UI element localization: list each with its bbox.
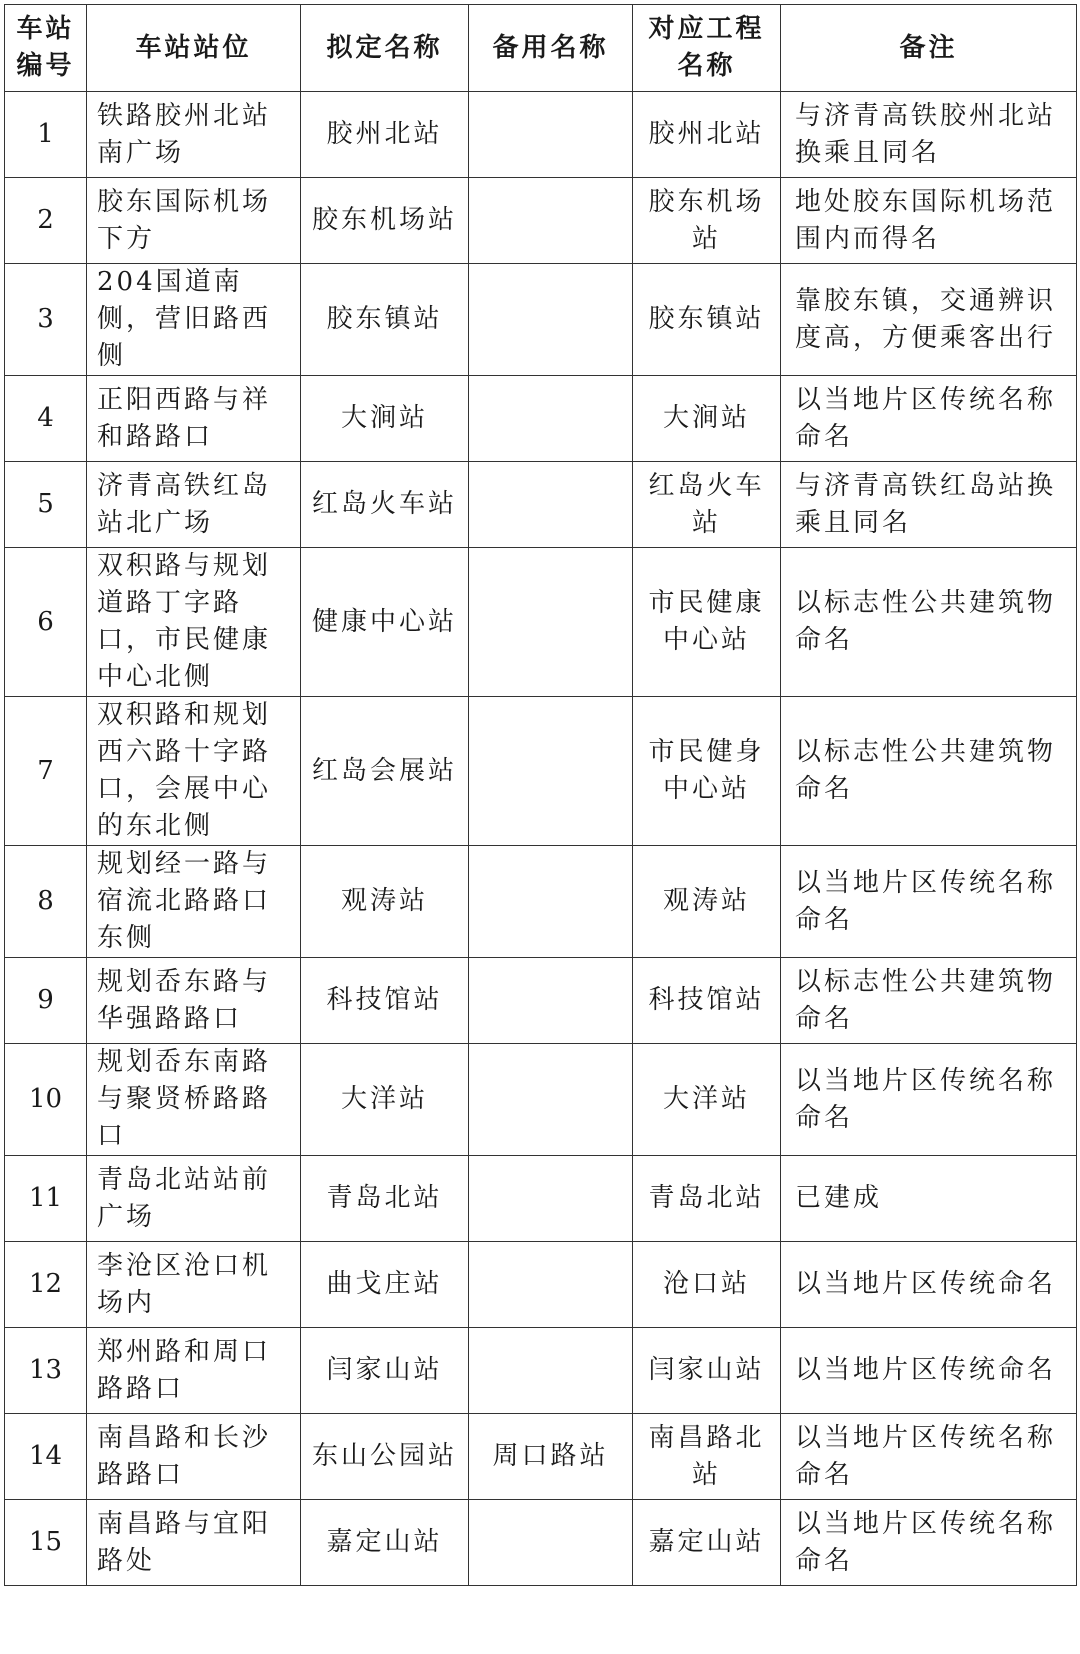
station-location-cell-text: 胶东国际机场下方	[97, 186, 272, 254]
station-no-cell-text: 5	[37, 489, 54, 519]
alternate-name-cell	[469, 1414, 633, 1500]
proposed-name-cell-text: 闫家山站	[326, 1355, 443, 1385]
station-no-cell	[5, 1156, 87, 1242]
remarks-cell	[781, 1044, 1077, 1156]
remarks-cell	[781, 92, 1077, 178]
proposed-name-cell-text: 健康中心站	[311, 606, 457, 637]
proposed-name-cell	[301, 264, 469, 376]
station-location-cell-text: 济青高铁红岛站北广场	[97, 470, 272, 538]
engineering-name-cell-text: 大洋站	[662, 1084, 750, 1114]
alternate-name-cell	[469, 958, 633, 1044]
station-location-cell	[87, 1328, 301, 1414]
station-location-cell-text: 规划岙东南路与聚贤桥路路口	[97, 1047, 272, 1151]
proposed-name-cell	[301, 548, 469, 697]
engineering-name-cell-text: 市民健康中心站	[648, 588, 765, 655]
table-row	[5, 462, 1077, 548]
engineering-name-cell	[633, 846, 781, 958]
header-station-location: 车站站位	[87, 5, 301, 92]
engineering-name-cell	[633, 958, 781, 1044]
alternate-name-cell	[469, 1328, 633, 1414]
remarks-cell-text: 以标志性公共建筑物命名	[795, 737, 1057, 804]
proposed-name-cell-text: 大洋站	[340, 1084, 428, 1114]
station-no-cell-text: 13	[28, 1355, 63, 1385]
remarks-cell	[781, 376, 1077, 462]
proposed-name-cell-text: 曲戈庄站	[326, 1269, 443, 1299]
proposed-name-cell-text: 红岛会展站	[311, 755, 457, 786]
station-location-cell-text: 双积路和规划西六路十字路口，会展中心的东北侧	[97, 700, 272, 841]
proposed-name-cell	[301, 178, 469, 264]
remarks-cell-text: 以标志性公共建筑物命名	[795, 588, 1057, 655]
remarks-cell-text: 以当地片区传统名称命名	[795, 384, 1057, 452]
remarks-cell	[781, 264, 1077, 376]
engineering-name-cell-text: 青岛北站	[648, 1183, 765, 1213]
header-station-no: 车站编号	[5, 5, 87, 92]
station-no-cell-text: 8	[37, 886, 54, 916]
proposed-name-cell	[301, 376, 469, 462]
engineering-name-cell-text: 胶东机场站	[648, 186, 765, 254]
station-location-cell-text: 规划经一路与宿流北路路口东侧	[97, 849, 272, 953]
alternate-name-cell	[469, 1500, 633, 1586]
station-location-cell	[87, 548, 301, 697]
remarks-cell	[781, 548, 1077, 697]
station-no-cell	[5, 1044, 87, 1156]
alternate-name-cell	[469, 264, 633, 376]
header-engineering-name: 对应工程名称	[633, 5, 781, 92]
station-location-cell-text: 双积路与规划道路丁字路口，市民健康中心北侧	[97, 551, 272, 692]
alternate-name-cell	[469, 548, 633, 697]
alternate-name-cell-text: 周口路站	[492, 1441, 609, 1471]
remarks-cell-text: 以标志性公共建筑物命名	[795, 966, 1057, 1034]
table-row	[5, 1328, 1077, 1414]
remarks-cell	[781, 958, 1077, 1044]
proposed-name-cell	[301, 462, 469, 548]
proposed-name-cell-text: 青岛北站	[326, 1183, 443, 1213]
remarks-cell-text: 与济青高铁红岛站换乘且同名	[795, 470, 1057, 538]
engineering-name-cell	[633, 264, 781, 376]
station-no-cell	[5, 264, 87, 376]
station-no-cell-text: 7	[37, 755, 54, 786]
remarks-cell	[781, 462, 1077, 548]
station-location-cell	[87, 1156, 301, 1242]
proposed-name-cell-text: 红岛火车站	[311, 489, 457, 519]
station-location-cell	[87, 1414, 301, 1500]
proposed-name-cell	[301, 1156, 469, 1242]
engineering-name-cell-text: 南昌路北站	[648, 1422, 765, 1490]
station-no-cell-text: 2	[37, 205, 54, 235]
remarks-cell-text: 以当地片区传统命名	[795, 1355, 1057, 1385]
station-location-cell-text: 铁路胶州北站南广场	[97, 100, 272, 168]
proposed-name-cell-text: 科技馆站	[326, 985, 443, 1015]
engineering-name-cell-text: 嘉定山站	[648, 1527, 765, 1557]
engineering-name-cell-text: 观涛站	[662, 886, 750, 916]
station-no-cell	[5, 1414, 87, 1500]
proposed-name-cell-text: 观涛站	[340, 886, 428, 916]
station-no-cell	[5, 1500, 87, 1586]
station-location-cell-text: 青岛北站站前广场	[97, 1164, 272, 1232]
proposed-name-cell	[301, 1500, 469, 1586]
remarks-cell-text: 以当地片区传统名称命名	[795, 867, 1057, 935]
table-row	[5, 264, 1077, 376]
station-location-cell	[87, 1044, 301, 1156]
station-no-cell-text: 11	[28, 1183, 63, 1213]
station-location-cell-text: 204国道南侧，营旧路西侧	[97, 267, 272, 371]
proposed-name-cell-text: 胶东镇站	[326, 304, 443, 334]
station-location-cell	[87, 376, 301, 462]
engineering-name-cell	[633, 1500, 781, 1586]
proposed-name-cell	[301, 92, 469, 178]
engineering-name-cell-text: 胶东镇站	[648, 304, 765, 334]
header-remarks: 备注	[781, 5, 1077, 92]
station-no-cell	[5, 697, 87, 846]
table-row	[5, 1500, 1077, 1586]
station-location-cell-text: 规划岙东路与华强路路口	[97, 966, 272, 1034]
engineering-name-cell	[633, 376, 781, 462]
table-row	[5, 178, 1077, 264]
table-body	[5, 92, 1077, 1586]
header-alternate-name: 备用名称	[469, 5, 633, 92]
station-no-cell-text: 14	[28, 1441, 63, 1471]
alternate-name-cell	[469, 697, 633, 846]
proposed-name-cell-text: 大涧站	[340, 403, 428, 433]
remarks-cell-text: 与济青高铁胶州北站换乘且同名	[795, 100, 1057, 168]
engineering-name-cell-text: 科技馆站	[648, 985, 765, 1015]
station-location-cell-text: 郑州路和周口路路口	[97, 1336, 272, 1404]
station-no-cell	[5, 1328, 87, 1414]
engineering-name-cell	[633, 1414, 781, 1500]
station-no-cell	[5, 462, 87, 548]
engineering-name-cell-text: 闫家山站	[648, 1355, 765, 1385]
alternate-name-cell	[469, 1044, 633, 1156]
remarks-cell	[781, 178, 1077, 264]
engineering-name-cell-text: 沧口站	[662, 1269, 750, 1299]
remarks-cell-text: 靠胶东镇，交通辨识度高，方便乘客出行	[795, 285, 1057, 353]
remarks-cell	[781, 1156, 1077, 1242]
proposed-name-cell-text: 东山公园站	[311, 1441, 457, 1471]
remarks-cell	[781, 1242, 1077, 1328]
alternate-name-cell	[469, 1242, 633, 1328]
engineering-name-cell	[633, 92, 781, 178]
table-row	[5, 1242, 1077, 1328]
station-location-cell	[87, 958, 301, 1044]
station-no-cell	[5, 1242, 87, 1328]
station-no-cell	[5, 376, 87, 462]
station-naming-table	[4, 4, 1077, 1586]
remarks-cell	[781, 697, 1077, 846]
remarks-cell-text: 地处胶东国际机场范围内而得名	[795, 186, 1057, 254]
remarks-cell-text: 以当地片区传统命名	[795, 1269, 1057, 1299]
table-row	[5, 1156, 1077, 1242]
table-row	[5, 548, 1077, 697]
alternate-name-cell	[469, 846, 633, 958]
engineering-name-cell	[633, 462, 781, 548]
engineering-name-cell-text: 市民健身中心站	[648, 737, 765, 804]
proposed-name-cell	[301, 1328, 469, 1414]
remarks-cell-text: 已建成	[795, 1183, 883, 1213]
station-location-cell-text: 南昌路与宜阳路处	[97, 1508, 272, 1576]
proposed-name-cell	[301, 1044, 469, 1156]
station-no-cell-text: 10	[28, 1084, 63, 1114]
table-row	[5, 1044, 1077, 1156]
remarks-cell	[781, 1328, 1077, 1414]
station-location-cell-text: 南昌路和长沙路路口	[97, 1422, 272, 1490]
table-row	[5, 376, 1077, 462]
proposed-name-cell-text: 胶东机场站	[311, 205, 457, 235]
table-row	[5, 697, 1077, 846]
engineering-name-cell	[633, 1242, 781, 1328]
alternate-name-cell	[469, 92, 633, 178]
station-location-cell	[87, 1500, 301, 1586]
station-no-cell-text: 15	[28, 1527, 63, 1557]
table-row	[5, 1414, 1077, 1500]
engineering-name-cell	[633, 1328, 781, 1414]
remarks-cell	[781, 1500, 1077, 1586]
engineering-name-cell	[633, 697, 781, 846]
station-no-cell	[5, 846, 87, 958]
alternate-name-cell	[469, 376, 633, 462]
alternate-name-cell	[469, 178, 633, 264]
table-row	[5, 92, 1077, 178]
engineering-name-cell	[633, 548, 781, 697]
station-location-cell	[87, 846, 301, 958]
header-row	[5, 5, 1077, 92]
table-row	[5, 958, 1077, 1044]
proposed-name-cell-text: 嘉定山站	[326, 1527, 443, 1557]
alternate-name-cell	[469, 1156, 633, 1242]
station-location-cell	[87, 264, 301, 376]
station-location-cell-text: 正阳西路与祥和路路口	[97, 384, 272, 452]
proposed-name-cell	[301, 697, 469, 846]
engineering-name-cell	[633, 178, 781, 264]
station-no-cell	[5, 958, 87, 1044]
station-location-cell	[87, 92, 301, 178]
proposed-name-cell	[301, 1414, 469, 1500]
table-row	[5, 846, 1077, 958]
engineering-name-cell-text: 红岛火车站	[648, 470, 765, 538]
station-no-cell	[5, 92, 87, 178]
remarks-cell-text: 以当地片区传统名称命名	[795, 1422, 1057, 1490]
station-no-cell-text: 3	[37, 304, 54, 334]
header-proposed-name: 拟定名称	[301, 5, 469, 92]
remarks-cell-text: 以当地片区传统名称命名	[795, 1065, 1057, 1133]
engineering-name-cell	[633, 1044, 781, 1156]
station-no-cell	[5, 178, 87, 264]
engineering-name-cell-text: 胶州北站	[648, 119, 765, 149]
remarks-cell	[781, 846, 1077, 958]
engineering-name-cell-text: 大涧站	[662, 403, 750, 433]
station-location-cell	[87, 1242, 301, 1328]
station-no-cell-text: 6	[37, 606, 54, 637]
station-no-cell-text: 1	[37, 119, 54, 149]
engineering-name-cell	[633, 1156, 781, 1242]
remarks-cell-text: 以当地片区传统名称命名	[795, 1508, 1057, 1576]
station-no-cell-text: 9	[37, 985, 54, 1015]
proposed-name-cell	[301, 1242, 469, 1328]
proposed-name-cell	[301, 958, 469, 1044]
station-location-cell	[87, 462, 301, 548]
station-location-cell	[87, 697, 301, 846]
proposed-name-cell-text: 胶州北站	[326, 119, 443, 149]
station-location-cell-text: 李沧区沧口机场内	[97, 1250, 272, 1318]
proposed-name-cell	[301, 846, 469, 958]
station-location-cell	[87, 178, 301, 264]
station-no-cell	[5, 548, 87, 697]
station-no-cell-text: 4	[37, 403, 54, 433]
station-no-cell-text: 12	[28, 1269, 63, 1299]
alternate-name-cell	[469, 462, 633, 548]
remarks-cell	[781, 1414, 1077, 1500]
